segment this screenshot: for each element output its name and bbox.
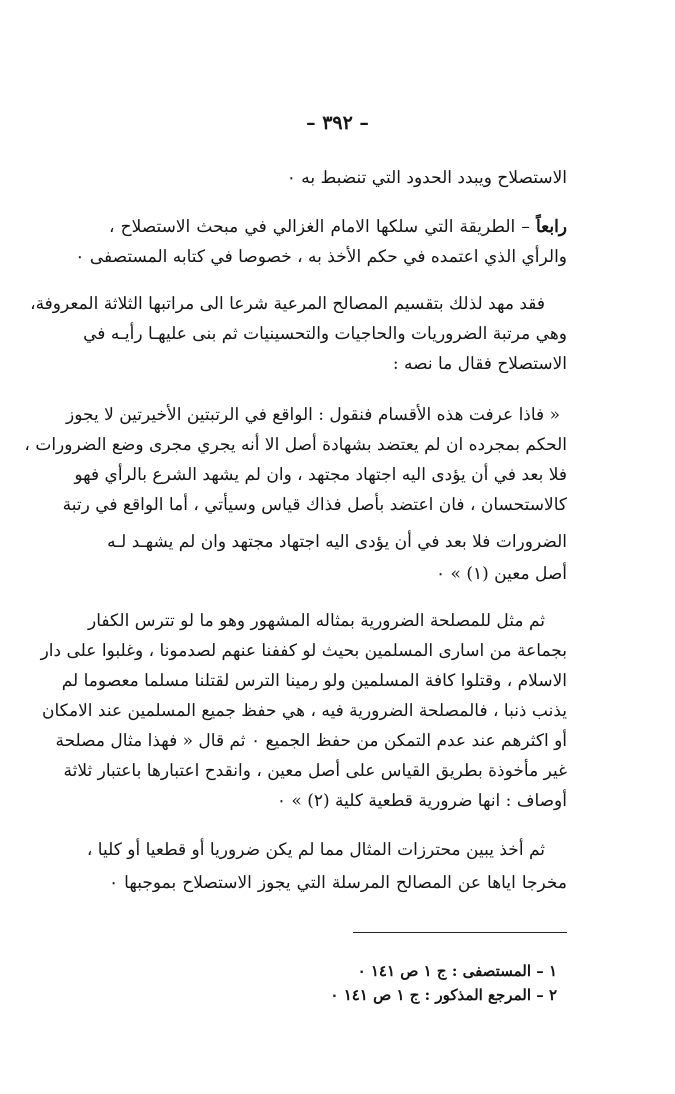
line-text: فقد مهد لذلك بتقسيم المصالح المرعية شرعا الى مراتبها الثلاثة المعروفة، [30,294,545,314]
text-line [62,493,567,517]
text-line [83,322,567,346]
line-text: وهي مرتبة الضروريات والحاجيات والتحسينيات ثم بنى عليهـا رأيـه في [83,324,567,344]
footnote-2: ٢ – المرجع المذكور : ج ١ ص ١٤١ ٠ [330,986,557,1004]
line-text: والرأي الذي اعتمده في حكم الأخذ به ، خصوصا في كتابه المستصفى ٠ [75,247,567,267]
line-text: كالاستحسان ، فان اعتضد بأصل فذاك قياس وسيأتي ، أما الواقع في رتبة [62,495,567,515]
text-line [61,669,567,693]
line-text: أوصاف : انها ضرورية قطعية كلية (٢) » ٠ [276,791,567,811]
text-line [41,699,567,723]
text-line [66,403,560,427]
text-line [109,352,567,376]
text-line [109,166,567,190]
line-text: « فاذا عرفت هذه الأقسام فنقول : الواقع في الرتبتين الأخيرتين لا يجوز [66,405,560,425]
line-text: – الطريقة التي سلكها الامام الغزالي في مبحث الاستصلاح ، [109,217,536,237]
text-line [24,433,567,457]
text-line [109,871,567,895]
line-text: أو اكثرهم عند عدم التمكن من حفظ الجميع ٠ ثم قال « فهذا مثال مصلحة [55,731,567,751]
line-text: الاستصلاح فقال ما نصه : [392,354,567,374]
text-line [63,759,567,783]
line-text: بجماعة من اسارى المسلمين بحيث لو كففنا عنهم لصدمونا ، وغلبوا على دار [40,641,567,661]
line-text: أصل معين (١) » ٠ [436,564,567,584]
line-text: يذنب ذنبا ، فالمصلحة الضرورية فيه ، هي حفظ جميع المسلمين عند الامكان [41,701,567,721]
text-line [55,729,567,753]
text-line [40,639,567,663]
line-text: غير مأخوذة بطريق القياس على أصل معين ، وانقدح اعتبارها باعتبار ثلاثة [63,761,567,781]
line-text: الاسلام ، وقتلوا كافة المسلمين ولو رمينا الترس لقتلنا مسلما معصوما لم [61,671,567,691]
text-line [75,245,567,269]
footnote-1: ١ – المستصفى : ج ١ ص ١٤١ ٠ [357,962,557,980]
text-line [109,215,567,239]
line-text: مخرجا اياها عن المصالح المرسلة التي يجوز الاستصلاح بموجبها ٠ [109,873,567,893]
line-text: الضرورات فلا بعد في أن يؤدى اليه اجتهاد مجتهد وان لم يشهـد لـه [107,532,567,552]
line-text: ثم مثل للمصلحة الضرورية بمثاله المشهور وهو ما لو تترس الكفار [88,611,545,631]
page-number: – ٣٩٢ – [306,112,369,134]
text-line [109,530,567,554]
text-line [30,292,545,316]
line-text: ثم أخذ يبين محترزات المثال مما لم يكن ضروريا أو قطعيا أو كليا ، [86,840,545,860]
text-line [109,562,567,586]
text-line [74,463,567,487]
line-text: الحكم بمجرده ان لم يعتضد بشهادة أصل الا أنه يجري مجرى وضع الضرورات ، [24,435,567,455]
text-line [88,609,545,633]
footnote-separator [353,932,567,933]
section-lead: رابعاً [535,217,567,237]
text-line [109,789,567,813]
line-text: الاستصلاح ويبدد الحدود التي تنضبط به ٠ [286,168,567,188]
text-line [86,838,545,862]
line-text: فلا بعد في أن يؤدى اليه اجتهاد مجتهد ، وان لم يشهد الشرع بالرأي فهو [74,465,567,485]
